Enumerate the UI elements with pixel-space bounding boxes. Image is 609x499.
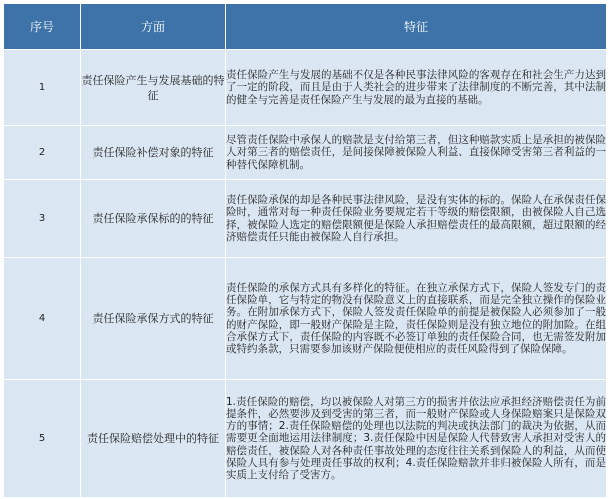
row-aspect: 责任保险承保标的的特征 <box>81 180 226 258</box>
header-index: 序号 <box>4 4 81 50</box>
feature-table-container <box>3 3 606 496</box>
row-index: 1 <box>4 50 81 126</box>
liability-insurance-feature-table <box>3 3 607 498</box>
row-feature: 责任保险承保的却是各种民事法律风险，是没有实体的标的。保险人在承保责任保险时，通常对每一种责任保险业务要规定若干等级的赔偿限额，由被保险人自己选择，被保险人选定的赔偿限额便是保险人承担赔偿责任的最高限额，超过限额的经济赔偿责任只能由被保险人自行承担。 <box>226 180 607 258</box>
row-aspect: 责任保险产生与发展基础的特征 <box>81 50 226 126</box>
table-row <box>4 50 607 126</box>
table-header-row <box>4 4 607 50</box>
row-feature: 责任保险产生与发展的基础不仅是各种民事法律风险的客观存在和社会生产力达到了一定的阶段，而且是由于人类社会的进步带来了法律制度的不断完善，其中法制的健全与完善是责任保险产生与发展的最为直接的基础。 <box>226 50 607 126</box>
table-row <box>4 380 607 498</box>
table-row <box>4 126 607 180</box>
table-row <box>4 180 607 258</box>
row-index: 3 <box>4 180 81 258</box>
row-feature: 尽管责任保险中承保人的赔款是支付给第三者，但这种赔款实质上是承担的被保险人对第三者的赔偿责任，是间接保障被保险人利益、直接保障受害第三者利益的一种替代保障机制。 <box>226 126 607 180</box>
row-feature: 1.责任保险的赔偿，均以被保险人对第三方的损害并依法应承担经济赔偿责任为前提条件，必然要涉及到受害的第三者，而一般财产保险或人身保险赔案只是保险双方的事情；2.责任保险赔偿的处理也以法院的判决或执法部门的裁决为依据，从而需要更全面地运用法律制度；3.责任保险中因是保险人代替致害人承担对受害人的赔偿责任，被保险人对各种责任事故处理的态度往往关系到保险人的利益，从而使保险人具有参与处理责任事故的权利；4.责任保险赔款并非归被保险人所有，而是实质上支付给了受害方。 <box>226 380 607 498</box>
row-aspect: 责任保险补偿对象的特征 <box>81 126 226 180</box>
header-aspect: 方面 <box>81 4 226 50</box>
table-row <box>4 258 607 380</box>
row-index: 5 <box>4 380 81 498</box>
row-feature: 责任保险的承保方式具有多样化的特征。在独立承保方式下，保险人签发专门的责任保险单，它与特定的物没有保险意义上的直接联系，而是完全独立操作的保险业务。在附加承保方式下，保险人签发责任保险单的前提是被保险人必须参加了一般的财产保险，即一般财产保险是主险，责任保险则是没有独立地位的附加险。在组合承保方式下，责任保险的内容既不必签订单独的责任保险合同，也无需签发附加或特约条款，只需要参加该财产保险便使相应的责任风险得到了保险保障。 <box>226 258 607 380</box>
row-index: 2 <box>4 126 81 180</box>
header-feature: 特征 <box>226 4 607 50</box>
row-aspect: 责任保险承保方式的特征 <box>81 258 226 380</box>
row-index: 4 <box>4 258 81 380</box>
row-aspect: 责任保险赔偿处理中的特征 <box>81 380 226 498</box>
